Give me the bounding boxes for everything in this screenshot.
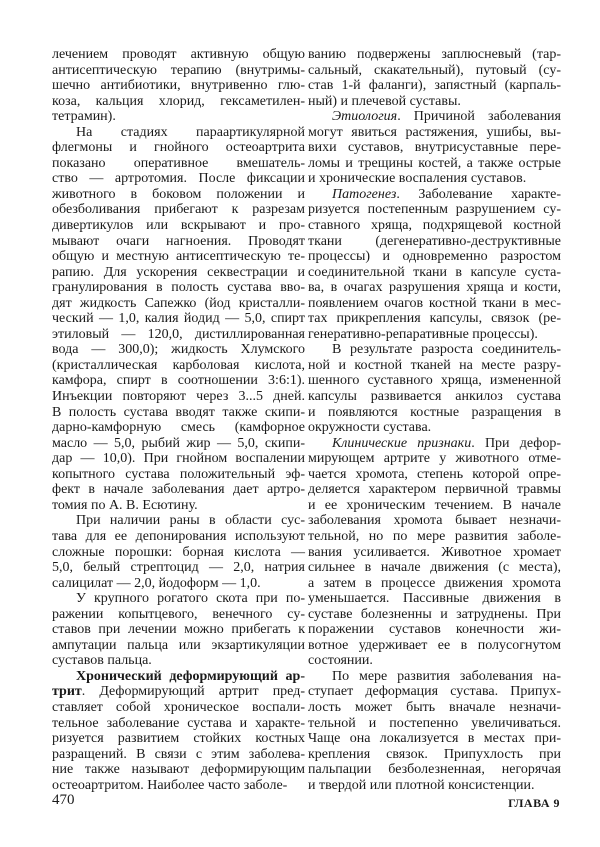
text-line: ризуется постепенным разрушением су- bbox=[308, 202, 561, 218]
text-line: В полость сустава вводят также скипи- bbox=[52, 404, 305, 420]
text-line: ство — артротомия. После фиксации bbox=[52, 171, 305, 187]
text-line: став 1-й фаланги), запястный (карпаль- bbox=[308, 78, 561, 94]
text-line: ставляет собой хроническое воспали- bbox=[52, 699, 305, 715]
text-line: вода — 300,0); жидкость Хлумского bbox=[52, 342, 305, 358]
text-line: лечением проводят активную общую bbox=[52, 47, 305, 62]
text-line: ванию подвержены заплюсневый (тар- bbox=[308, 47, 561, 62]
text-line: ступает деформация сустава. Припух- bbox=[308, 684, 561, 700]
text-line: антисептическую терапию (внутримы- bbox=[52, 62, 305, 78]
text-line: ной и костной тканей на месте разру- bbox=[308, 357, 561, 373]
text-line: и появляются костные разращения в bbox=[308, 404, 561, 420]
text-line: появлением очагов костной ткани в мес- bbox=[308, 295, 561, 311]
text-line: суставов пальца. bbox=[52, 653, 152, 669]
text-line: а затем в процессе движения хромота bbox=[308, 575, 561, 591]
paragraph bbox=[308, 669, 561, 793]
text-line: суставе болезненны и затруднены. При bbox=[308, 606, 561, 622]
text-line: ткани (дегенеративно-деструктивные bbox=[308, 233, 561, 249]
text-line: ампутации пальца или экзартикуляции bbox=[52, 637, 305, 653]
text-line: поражении суставов конечности жи- bbox=[308, 622, 561, 638]
paragraph bbox=[308, 109, 561, 187]
text-line: тельное заболевание сустава и характе- bbox=[52, 715, 305, 731]
text-line: Инъекции повторяют через 3...5 дней. bbox=[52, 389, 305, 405]
text-span: . Заболевание характе- bbox=[396, 186, 561, 202]
text-line bbox=[308, 436, 561, 452]
text-line: флегмоны и гнойного остеоартрита bbox=[52, 140, 305, 156]
text-line: тетрамин). bbox=[52, 109, 116, 125]
text-line: ломы и трещины костей, а также острые bbox=[308, 155, 561, 171]
text-line: На стадиях параартикулярной bbox=[76, 124, 305, 140]
text-line: этиловый — 120,0, дистиллированная bbox=[52, 326, 305, 342]
text-line: салицилат — 2,0, йодоформ — 1,0. bbox=[52, 575, 261, 591]
text-line: тах прикрепления капсулы, связок (ре- bbox=[308, 311, 561, 327]
text-line: окружности сустава. bbox=[308, 420, 432, 436]
paragraph bbox=[308, 436, 561, 669]
paragraph bbox=[52, 513, 305, 591]
text-line: шечно антибиотики, внутривенно глю- bbox=[52, 78, 305, 94]
text-line: гранулирования в полость сустава вво- bbox=[52, 280, 305, 296]
text-line: генеративно-репаративные процессы). bbox=[308, 326, 538, 342]
text-line: дивертикулов или вскрывают и про- bbox=[52, 218, 305, 234]
text-line: показано оперативное вмешатель- bbox=[52, 155, 305, 171]
text-line bbox=[52, 684, 305, 700]
text-line: томия по А. В. Есютину. bbox=[52, 497, 198, 513]
text-span: . При дефор- bbox=[471, 435, 561, 451]
paragraph-heading: Клинические признаки bbox=[332, 435, 472, 451]
text-line: сальный, скакательный), путовый (су- bbox=[308, 62, 561, 78]
text-line: У крупного рогатого скота при по- bbox=[76, 591, 305, 607]
text-line: ва, в очагах разрушения хряща и кости, bbox=[308, 280, 561, 296]
text-line: сильнее в начале движения (с места), bbox=[308, 560, 561, 576]
text-line: сложные порошки: борная кислота — bbox=[52, 544, 305, 560]
paragraph bbox=[52, 125, 305, 514]
text-span: . Причиной заболевания bbox=[397, 109, 561, 125]
text-line: вания усиливается. Животное хромает bbox=[308, 544, 561, 560]
text-line: заболевания хромота бывает незначи- bbox=[308, 513, 561, 529]
paragraph bbox=[308, 47, 561, 109]
text-line: вихи суставов, внутрисуставные пере- bbox=[308, 140, 561, 156]
paragraph-heading: Хронический деформирующий ар- bbox=[76, 668, 305, 684]
paragraph bbox=[308, 187, 561, 342]
paragraph bbox=[308, 342, 561, 435]
text-line: камфора, спирт в соотношении 3:6:1). bbox=[52, 373, 305, 389]
text-line: ный) и плечевой суставы. bbox=[308, 93, 461, 109]
text-line: и хронические воспаления суставов. bbox=[308, 171, 527, 187]
text-line: деляется характером первичной травмы bbox=[308, 482, 561, 498]
text-line: масло — 5,0, рыбий жир — 5,0, скипи- bbox=[52, 435, 305, 451]
text-line: остеоартритом. Наиболее часто заболе- bbox=[52, 777, 288, 793]
text-line: ражении копытцевого, венечного су- bbox=[52, 606, 305, 622]
text-line: В результате разроста соединитель- bbox=[332, 342, 561, 358]
text-line: чается хромота, степень которой опре- bbox=[308, 466, 561, 482]
page-number: 470 bbox=[52, 792, 75, 808]
text-line: лость может быть вначале незначи- bbox=[308, 699, 561, 715]
text-line: ние также называют деформирующим bbox=[52, 762, 305, 778]
text-line: пальпации безболезненная, негорячая bbox=[308, 762, 561, 778]
left-column bbox=[52, 47, 305, 793]
paragraph bbox=[52, 47, 305, 125]
text-line: рапию. Для ускорения секвестрации и bbox=[52, 264, 305, 280]
text-line: могут явиться растяжения, ушибы, вы- bbox=[308, 124, 561, 140]
text-line bbox=[308, 109, 561, 125]
text-line: (кристаллическая карболовая кислота, bbox=[52, 357, 305, 373]
text-line: вотное удерживает ее в полусогнутом bbox=[308, 637, 561, 653]
text-line: дар — 10,0). При гнойном воспалении bbox=[52, 451, 305, 467]
text-line: шенного суставного хряща, измененной bbox=[308, 373, 561, 389]
paragraph-heading: Патогенез bbox=[332, 186, 397, 202]
paragraph bbox=[52, 591, 305, 669]
text-line: состоянии. bbox=[308, 653, 373, 669]
text-line: копытного сустава положительный эф- bbox=[52, 466, 305, 482]
text-line: тава для ее депонирования используют bbox=[52, 528, 305, 544]
text-line: мирующем артрите у животного отме- bbox=[308, 451, 561, 467]
text-line: ставов при лечении можно прибегать к bbox=[52, 622, 305, 638]
text-line: уменьшается. Пассивные движения в bbox=[308, 591, 561, 607]
text-line: соединительной ткани в капсуле суста- bbox=[308, 264, 561, 280]
chapter-label: ГЛАВА 9 bbox=[508, 796, 560, 810]
text-line: и ее хроническим течением. В начале bbox=[308, 497, 561, 513]
text-line: По мере развития заболевания на- bbox=[332, 668, 561, 684]
text-line: обезболивания прибегают к разрезам bbox=[52, 202, 305, 218]
text-line: крепления связок. Припухлость при bbox=[308, 746, 561, 762]
text-line bbox=[308, 187, 561, 203]
text-line: тельной и постепенно увеличиваться. bbox=[308, 715, 561, 731]
text-line bbox=[52, 669, 305, 685]
text-line: коза, кальция хлорид, гексаметилен- bbox=[52, 93, 305, 109]
right-column bbox=[308, 47, 561, 793]
text-line: капсулы развивается анкилоз сустава bbox=[308, 389, 561, 405]
text-line: дарно-камфорную смесь (камфорное bbox=[52, 420, 305, 436]
paragraph-heading: Этиология bbox=[332, 109, 398, 125]
text-line: общую и местную антисептическую те- bbox=[52, 249, 305, 265]
text-line: животного в боковом положении и bbox=[52, 186, 305, 202]
text-line: тельной, но по мере развития заболе- bbox=[308, 528, 561, 544]
text-line: мывают очаги нагноения. Проводят bbox=[52, 233, 305, 249]
text-line: ризуется развитием стойких костных bbox=[52, 731, 305, 747]
text-line: 5,0, белый стрептоцид — 2,0, натрия bbox=[52, 560, 305, 576]
text-span: . Деформирующий артрит пред- bbox=[81, 684, 305, 700]
text-line: Чаще она локализуется в местах при- bbox=[308, 731, 561, 747]
text-line: фект в начале заболевания дает артро- bbox=[52, 482, 305, 498]
text-line: процессы) и одновременно разростом bbox=[308, 249, 561, 265]
text-line: разращений. В связи с этим заболева- bbox=[52, 746, 305, 762]
text-line: дят жидкость Сапежко (йод кристалли- bbox=[52, 295, 305, 311]
text-line: ставного хряща, подхрящевой костной bbox=[308, 218, 561, 234]
text-line: и твердой или плотной консистенции. bbox=[308, 777, 535, 793]
text-line: ческий — 1,0, калия йодид — 5,0, спирт bbox=[52, 311, 305, 327]
paragraph bbox=[52, 669, 305, 793]
text-line: При наличии раны в области сус- bbox=[76, 513, 305, 529]
paragraph-heading-continued: трит bbox=[52, 684, 82, 700]
